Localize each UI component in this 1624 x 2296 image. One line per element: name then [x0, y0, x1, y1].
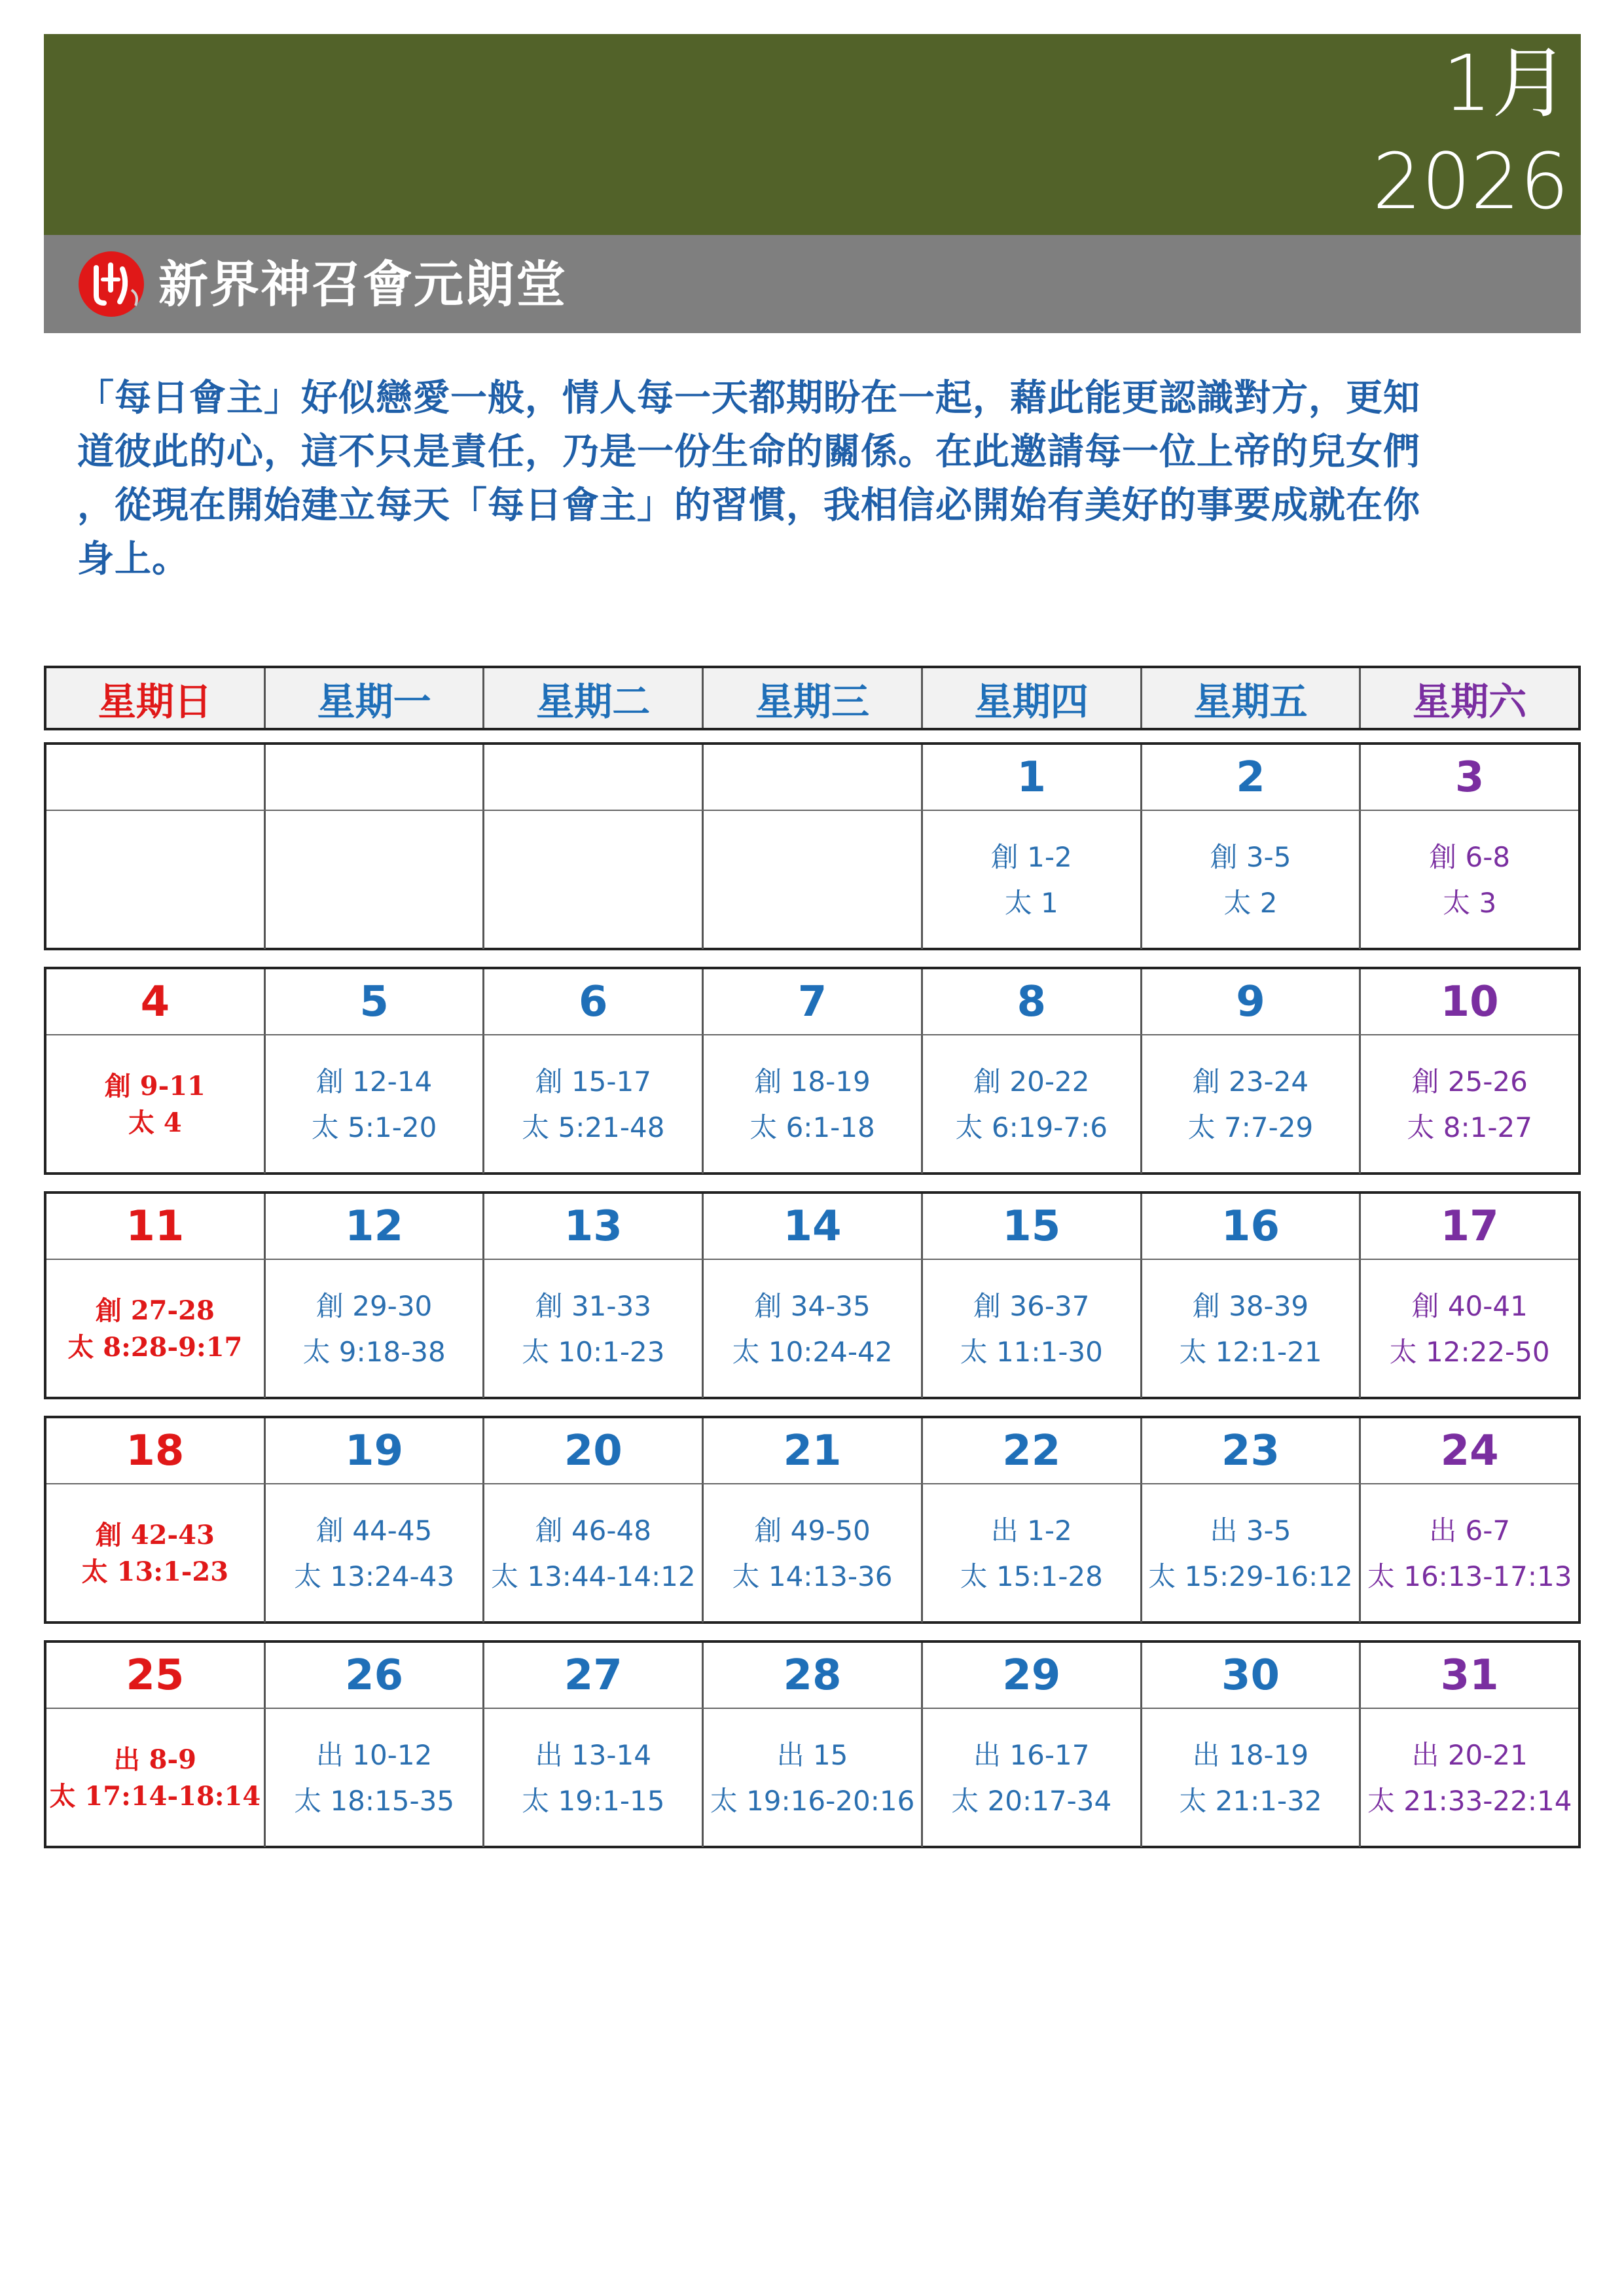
date-row: [46, 969, 1578, 1035]
reading-nt: 太 8:1-27: [1407, 1111, 1532, 1143]
date-number: 20: [564, 1426, 623, 1475]
day-cell: [921, 1418, 1140, 1483]
reading-row: [46, 1035, 1578, 1174]
weekday-label-fri: 星期五: [1140, 668, 1360, 728]
date-number: 16: [1221, 1202, 1280, 1251]
reading-cell: [1140, 1484, 1360, 1623]
reading-cell: [1359, 1260, 1578, 1398]
reading-ot: 創 34-35: [754, 1289, 871, 1322]
date-number: 18: [126, 1426, 185, 1475]
reading-ot: 出 15: [776, 1738, 848, 1771]
reading-nt: 太 5:21-48: [522, 1111, 665, 1143]
reading-nt: 太 7:7-29: [1187, 1111, 1314, 1143]
day-cell: [1359, 1643, 1578, 1708]
reading-cell: [1359, 1709, 1578, 1847]
week-3: [44, 1191, 1581, 1399]
date-row: [46, 1418, 1578, 1484]
weekday-label-mon: 星期一: [264, 668, 483, 728]
reading-ot: 出 3-5: [1210, 1514, 1291, 1547]
reading-cell: [1359, 1484, 1578, 1623]
date-row: [46, 1194, 1578, 1260]
reading-nt: 太 2: [1223, 886, 1278, 919]
day-cell: [702, 1418, 921, 1483]
intro-line: ，從現在開始建立每天「每日會主」的習慣，我相信必開始有美好的事要成就在你: [77, 484, 1420, 527]
weekday-label-sat: 星期六: [1359, 668, 1578, 728]
reading-cell: [46, 1260, 264, 1398]
reading-row: [46, 1484, 1578, 1623]
date-number: 14: [783, 1202, 842, 1251]
intro-line: 道彼此的心，這不只是責任，乃是一份生命的關係。在此邀請每一位上帝的兒女們: [77, 431, 1420, 473]
day-cell: [1140, 969, 1360, 1034]
reading-ot: 出 8-9: [113, 1744, 196, 1775]
reading-ot: 出 13-14: [535, 1738, 651, 1771]
reading-nt: 太 21:1-32: [1179, 1784, 1322, 1817]
reading-cell: [482, 1709, 702, 1847]
day-cell: [46, 969, 264, 1034]
day-cell: [264, 1643, 483, 1708]
date-number: 27: [564, 1651, 623, 1700]
day-cell: [46, 1418, 264, 1483]
reading-cell: [921, 1260, 1140, 1398]
reading-nt: 太 20:17-34: [951, 1784, 1112, 1817]
reading-cell: [482, 1035, 702, 1174]
date-number: 9: [1236, 977, 1265, 1026]
reading-ot: 創 27-28: [95, 1295, 215, 1326]
weekday-label-tue: 星期二: [482, 668, 702, 728]
day-cell: [702, 1643, 921, 1708]
date-number: 2: [1236, 753, 1265, 802]
reading-nt: 太 13:44-14:12: [491, 1560, 696, 1592]
reading-ot: 出 10-12: [316, 1738, 433, 1771]
day-cell: [482, 1194, 702, 1259]
reading-nt: 太 17:14-18:14: [49, 1780, 261, 1812]
date-number: 7: [797, 977, 827, 1026]
day-cell: [702, 969, 921, 1034]
month-header: [44, 34, 1581, 235]
reading-nt: 太 6:19-7:6: [955, 1111, 1108, 1143]
reading-nt: 太 4: [128, 1107, 182, 1138]
date-number: 11: [126, 1202, 185, 1251]
intro-line: 「每日會主」好似戀愛一般，情人每一天都期盼在一起，藉此能更認識對方，更知: [77, 377, 1420, 420]
day-cell: [482, 1643, 702, 1708]
date-number: 12: [345, 1202, 404, 1251]
date-number: 29: [1002, 1651, 1061, 1700]
date-number: 30: [1221, 1651, 1280, 1700]
header-year: 2026: [1372, 136, 1569, 226]
reading-ot: 創 42-43: [95, 1519, 215, 1551]
date-number: 21: [783, 1426, 842, 1475]
day-cell: [921, 1643, 1140, 1708]
day-cell: [1359, 969, 1578, 1034]
reading-ot: 創 6-8: [1429, 840, 1511, 873]
reading-ot: 創 40-41: [1411, 1289, 1528, 1322]
day-cell: [702, 1194, 921, 1259]
reading-cell: [921, 1035, 1140, 1174]
day-cell: [482, 1418, 702, 1483]
date-number: 6: [579, 977, 608, 1026]
day-cell: [264, 1194, 483, 1259]
day-cell: [482, 969, 702, 1034]
reading-nt: 太 5:1-20: [311, 1111, 437, 1143]
reading-ot: 創 44-45: [316, 1514, 433, 1547]
reading-cell: [921, 1484, 1140, 1623]
reading-cell: [264, 1484, 483, 1623]
reading-cell: [702, 1260, 921, 1398]
reading-nt: 太 16:13-17:13: [1367, 1560, 1572, 1592]
intro-text: [77, 372, 1537, 586]
reading-ot: 出 6-7: [1429, 1514, 1511, 1547]
date-number: 8: [1017, 977, 1046, 1026]
reading-ot: 出 1-2: [990, 1514, 1072, 1547]
reading-cell: [264, 1260, 483, 1398]
reading-nt: 太 10:24-42: [732, 1335, 893, 1368]
date-number: 17: [1440, 1202, 1499, 1251]
date-number: 25: [126, 1651, 185, 1700]
day-cell: [46, 745, 264, 810]
date-number: 10: [1440, 977, 1499, 1026]
day-cell: [264, 1418, 483, 1483]
reading-cell: [702, 1484, 921, 1623]
reading-row: [46, 1709, 1578, 1847]
day-cell: [264, 969, 483, 1034]
reading-ot: 出 18-19: [1192, 1738, 1309, 1771]
header-month: 1月: [1442, 38, 1569, 128]
reading-cell: [1140, 1035, 1360, 1174]
date-number: 31: [1440, 1651, 1499, 1700]
weekday-header: [44, 666, 1581, 730]
reading-nt: 太 12:22-50: [1389, 1335, 1550, 1368]
reading-ot: 創 38-39: [1192, 1289, 1309, 1322]
reading-ot: 創 49-50: [754, 1514, 871, 1547]
day-cell: [921, 969, 1140, 1034]
reading-cell: [702, 811, 921, 949]
day-cell: [921, 745, 1140, 810]
weekday-label-wed: 星期三: [702, 668, 921, 728]
reading-nt: 太 3: [1443, 886, 1497, 919]
reading-row: [46, 1260, 1578, 1398]
reading-cell: [921, 811, 1140, 949]
reading-row: [46, 811, 1578, 949]
reading-ot: 創 3-5: [1210, 840, 1291, 873]
reading-cell: [482, 811, 702, 949]
reading-cell: [46, 1035, 264, 1174]
reading-cell: [1140, 811, 1360, 949]
reading-ot: 創 12-14: [316, 1065, 433, 1098]
week-2: [44, 967, 1581, 1175]
day-cell: [921, 1194, 1140, 1259]
reading-nt: 太 19:1-15: [522, 1784, 665, 1817]
day-cell: [1359, 745, 1578, 810]
org-name: 新界神召會元朗堂: [158, 255, 567, 314]
day-cell: [482, 745, 702, 810]
weekday-label-thu: 星期四: [921, 668, 1140, 728]
reading-cell: [482, 1260, 702, 1398]
reading-ot: 創 29-30: [316, 1289, 433, 1322]
day-cell: [1359, 1194, 1578, 1259]
date-row: [46, 1643, 1578, 1709]
day-cell: [46, 1194, 264, 1259]
reading-nt: 太 9:18-38: [302, 1335, 446, 1368]
day-cell: [702, 745, 921, 810]
reading-ot: 創 46-48: [535, 1514, 651, 1547]
reading-cell: [264, 1709, 483, 1847]
date-number: 26: [345, 1651, 404, 1700]
reading-nt: 太 18:15-35: [294, 1784, 455, 1817]
reading-ot: 出 16-17: [973, 1738, 1090, 1771]
reading-ot: 創 25-26: [1411, 1065, 1528, 1098]
reading-ot: 創 36-37: [973, 1289, 1090, 1322]
reading-cell: [921, 1709, 1140, 1847]
date-number: 5: [359, 977, 389, 1026]
reading-ot: 出 20-21: [1411, 1738, 1528, 1771]
reading-ot: 創 31-33: [535, 1289, 651, 1322]
date-number: 15: [1002, 1202, 1061, 1251]
date-number: 19: [345, 1426, 404, 1475]
reading-nt: 太 1: [1004, 886, 1058, 919]
reading-cell: [702, 1035, 921, 1174]
reading-ot: 創 9-11: [104, 1070, 206, 1102]
day-cell: [46, 1643, 264, 1708]
reading-cell: [482, 1484, 702, 1623]
date-number: 13: [564, 1202, 623, 1251]
date-number: 23: [1221, 1426, 1280, 1475]
date-number: 24: [1440, 1426, 1499, 1475]
reading-nt: 太 13:24-43: [294, 1560, 455, 1592]
reading-cell: [702, 1709, 921, 1847]
reading-cell: [46, 1484, 264, 1623]
reading-nt: 太 15:29-16:12: [1148, 1560, 1353, 1592]
reading-cell: [1140, 1260, 1360, 1398]
reading-ot: 創 15-17: [535, 1065, 651, 1098]
reading-cell: [46, 1709, 264, 1847]
reading-nt: 太 21:33-22:14: [1367, 1784, 1572, 1817]
reading-nt: 太 14:13-36: [732, 1560, 893, 1592]
reading-nt: 太 10:1-23: [522, 1335, 665, 1368]
reading-ot: 創 23-24: [1192, 1065, 1309, 1098]
date-number: 3: [1454, 753, 1485, 802]
reading-cell: [1140, 1709, 1360, 1847]
date-number: 1: [1017, 753, 1046, 802]
day-cell: [1359, 1418, 1578, 1483]
week-5: [44, 1640, 1581, 1848]
date-number: 22: [1002, 1426, 1061, 1475]
day-cell: [264, 745, 483, 810]
reading-ot: 創 18-19: [754, 1065, 871, 1098]
weekday-label-sun: 星期日: [98, 679, 212, 724]
date-number: 28: [783, 1651, 842, 1700]
reading-ot: 創 20-22: [973, 1065, 1090, 1098]
reading-nt: 太 11:1-30: [960, 1335, 1103, 1368]
org-bar: [44, 235, 1581, 333]
reading-cell: [264, 811, 483, 949]
day-cell: [1140, 1418, 1360, 1483]
day-cell: [1140, 745, 1360, 810]
reading-nt: 太 13:1-23: [81, 1556, 229, 1587]
intro-line: 身上。: [77, 538, 189, 581]
date-row: [46, 745, 1578, 811]
week-1: [44, 742, 1581, 950]
date-number: 4: [140, 977, 170, 1026]
reading-nt: 太 8:28-9:17: [67, 1331, 243, 1363]
church-logo-icon: [77, 249, 146, 319]
day-cell: [1140, 1643, 1360, 1708]
day-cell: [1140, 1194, 1360, 1259]
reading-cell: [264, 1035, 483, 1174]
reading-cell: [46, 811, 264, 949]
reading-nt: 太 19:16-20:16: [710, 1784, 915, 1817]
reading-nt: 太 12:1-21: [1179, 1335, 1322, 1368]
reading-nt: 太 15:1-28: [960, 1560, 1103, 1592]
reading-cell: [1359, 1035, 1578, 1174]
reading-cell: [1359, 811, 1578, 949]
week-4: [44, 1416, 1581, 1624]
reading-nt: 太 6:1-18: [749, 1111, 875, 1143]
reading-ot: 創 1-2: [990, 840, 1072, 873]
